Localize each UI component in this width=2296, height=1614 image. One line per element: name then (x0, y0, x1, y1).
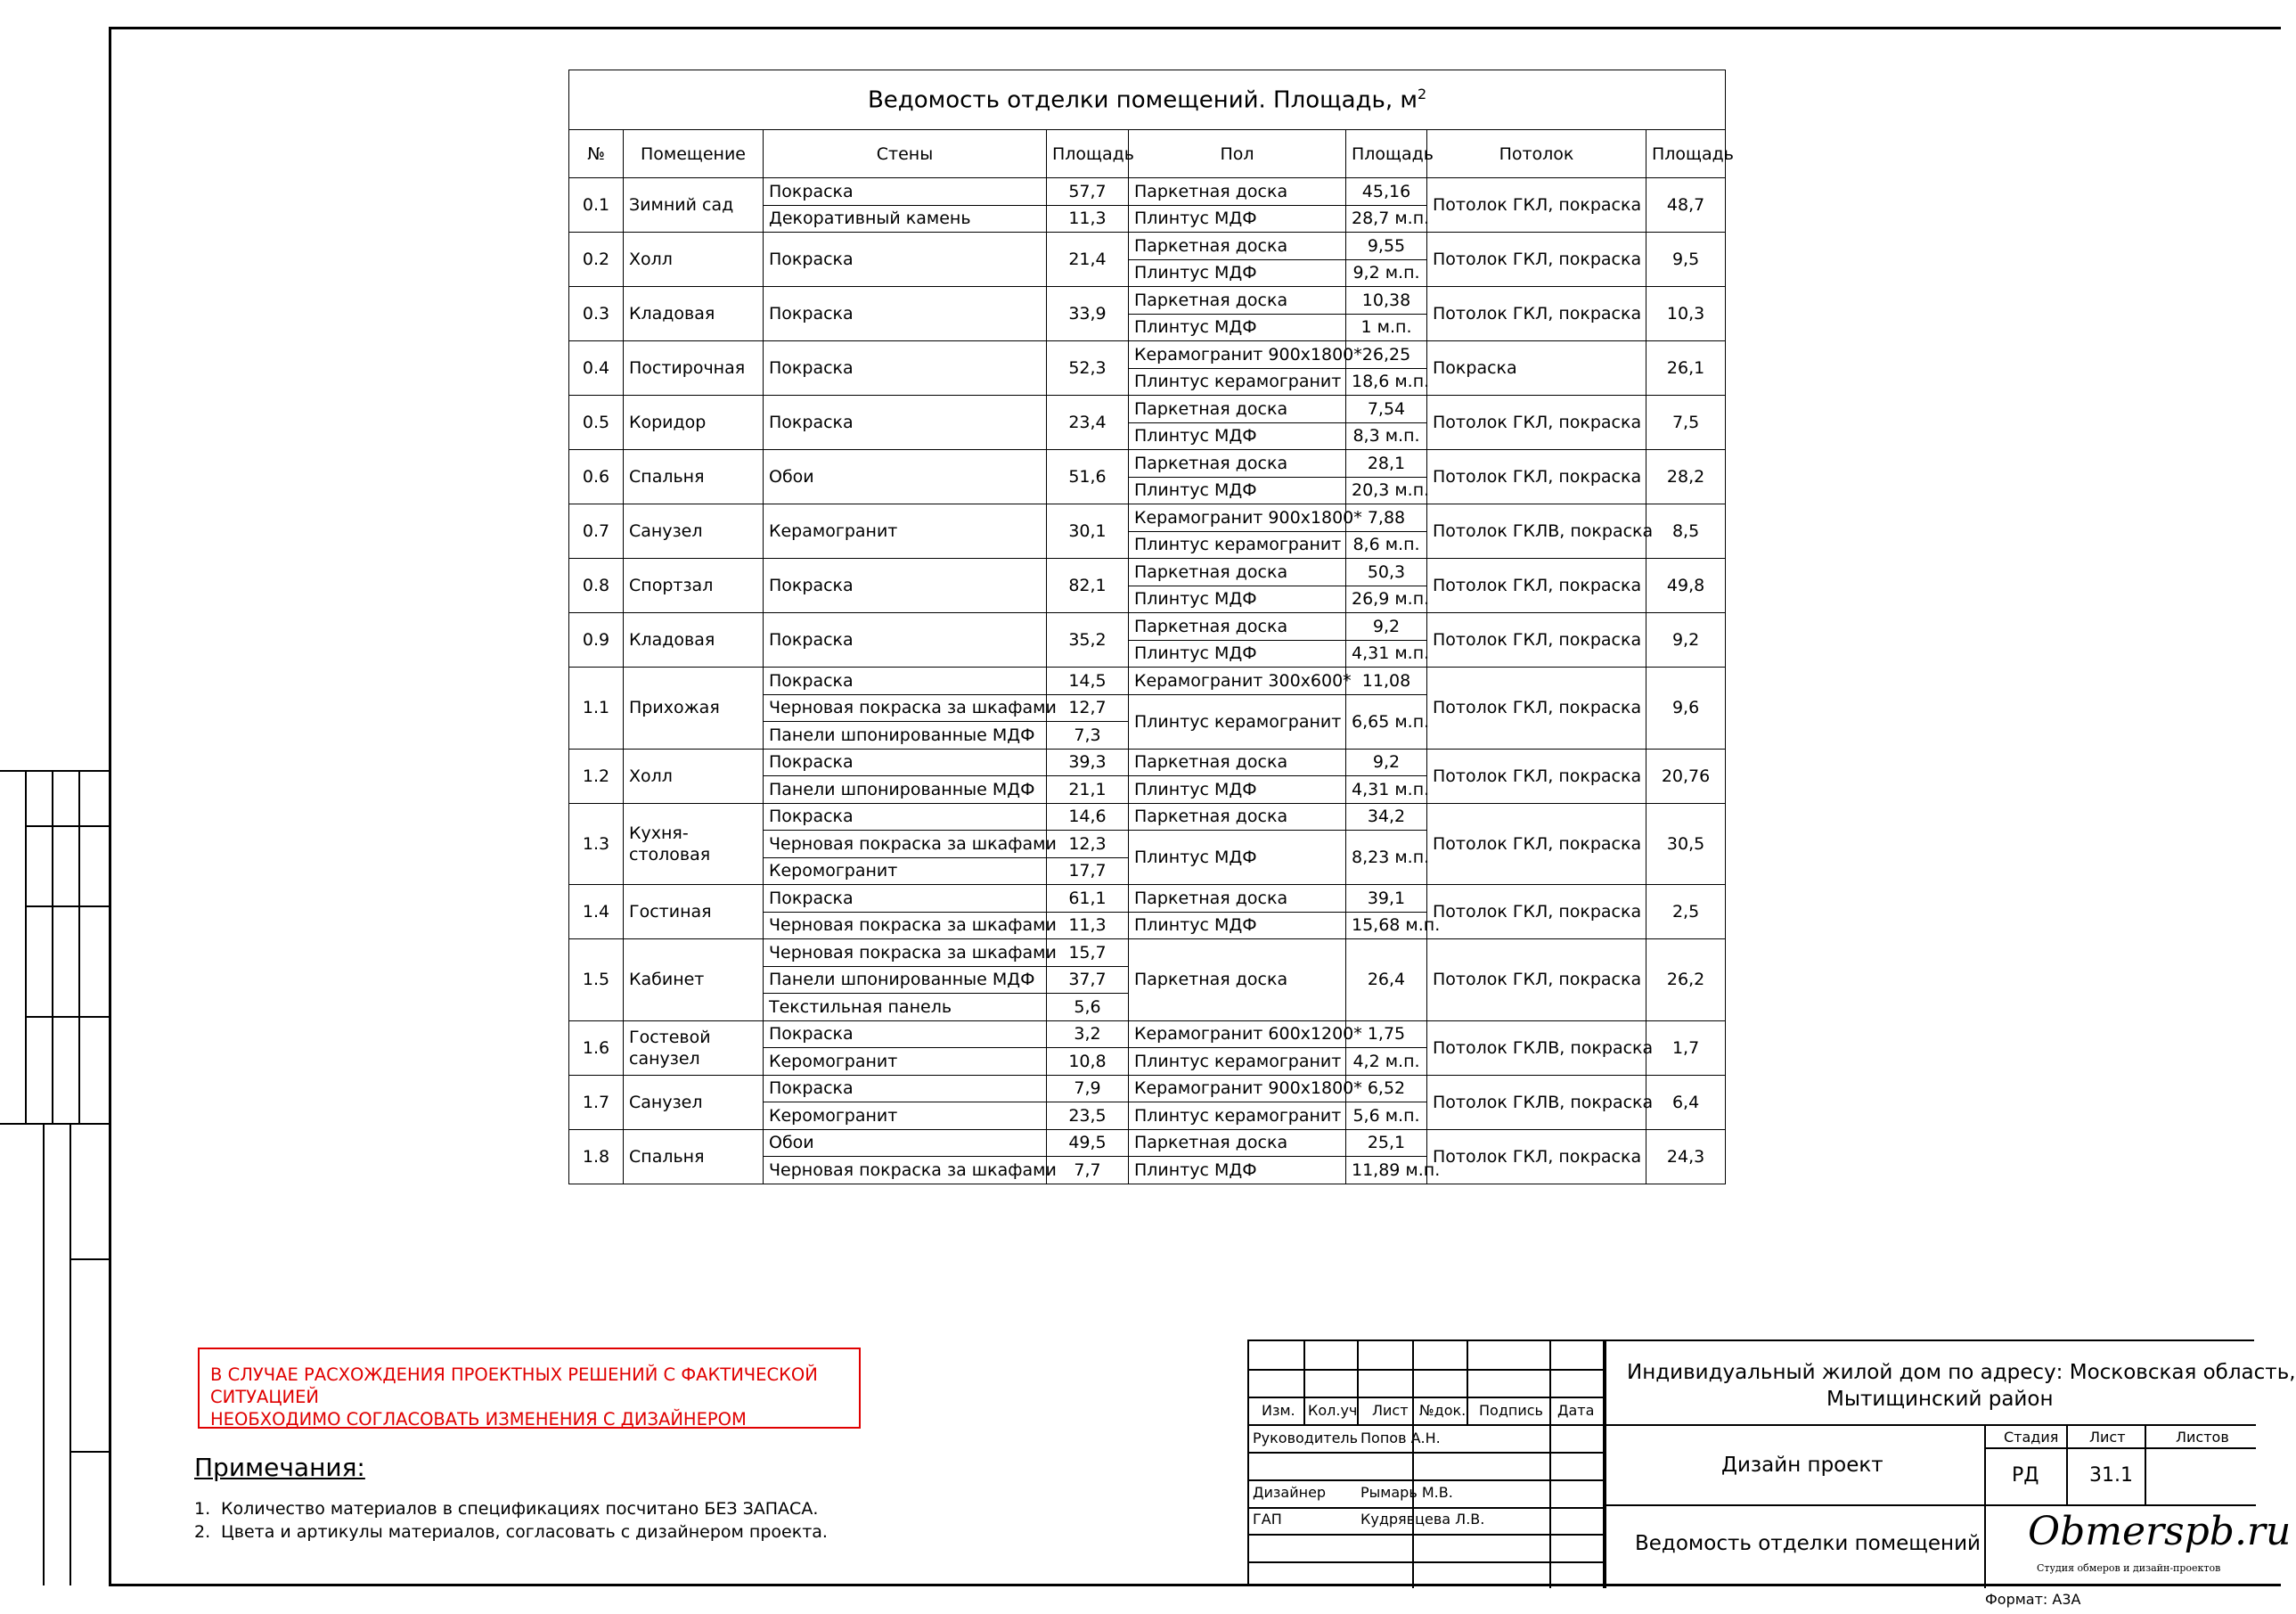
wall-finish: Покраска (764, 233, 1047, 287)
room-name: Кладовая (624, 613, 764, 668)
side-stamp-lower (43, 1125, 109, 1585)
floor-area: 6,65 м.п. (1346, 694, 1427, 749)
wall-finish: Текстильная панель (764, 994, 1047, 1021)
ceiling-finish: Потолок ГКЛ, покраска (1427, 287, 1646, 341)
wall-area: 17,7 (1047, 857, 1129, 885)
floor-area: 9,2 м.п. (1346, 259, 1427, 287)
floor-area: 9,2 (1346, 613, 1427, 641)
tb-project-line2: Мытищинский район (1826, 1388, 2054, 1411)
floor-area: 1,75 (1346, 1020, 1427, 1048)
floor-finish: Паркетная доска (1129, 178, 1346, 206)
ceiling-finish: Потолок ГКЛ, покраска (1427, 668, 1646, 750)
col-header: Потолок (1427, 130, 1646, 178)
wall-area: 14,6 (1047, 803, 1129, 831)
wall-area: 33,9 (1047, 287, 1129, 341)
floor-finish: Керамогранит 900х1800* (1129, 341, 1346, 369)
ceiling-area: 26,1 (1646, 341, 1726, 396)
ceiling-finish: Потолок ГКЛ, покраска (1427, 885, 1646, 939)
wall-area: 49,5 (1047, 1129, 1129, 1157)
floor-area: 45,16 (1346, 178, 1427, 206)
note-item (194, 1497, 828, 1520)
room-number: 1.4 (569, 885, 624, 939)
tb-person-designer: Рымарь М.В. (1360, 1484, 1453, 1501)
floor-area: 4,31 м.п. (1346, 640, 1427, 668)
wall-area: 15,7 (1047, 939, 1129, 967)
notes-list (194, 1497, 828, 1544)
ceiling-area: 28,2 (1646, 450, 1726, 504)
table-row (569, 233, 1726, 260)
wall-area: 52,3 (1047, 341, 1129, 396)
table-row (569, 396, 1726, 423)
wall-finish: Керомогранит (764, 1102, 1047, 1130)
floor-finish: Плинтус МДФ (1129, 912, 1346, 939)
tb-role-designer: Дизайнер (1253, 1484, 1327, 1501)
wall-finish: Покраска (764, 1020, 1047, 1048)
col-header: Площадь (1047, 130, 1129, 178)
room-number: 1.1 (569, 668, 624, 750)
room-name: Гостиная (624, 885, 764, 939)
ceiling-area: 30,5 (1646, 803, 1726, 885)
floor-area: 4,31 м.п. (1346, 776, 1427, 804)
floor-finish: Плинтус МДФ (1129, 314, 1346, 341)
table-row (569, 178, 1726, 206)
floor-area: 11,08 (1346, 668, 1427, 695)
floor-area: 39,1 (1346, 885, 1427, 913)
wall-area: 39,3 (1047, 749, 1129, 776)
floor-finish: Паркетная доска (1129, 613, 1346, 641)
ceiling-finish: Потолок ГКЛ, покраска (1427, 1129, 1646, 1184)
wall-area: 7,7 (1047, 1157, 1129, 1184)
room-number: 0.2 (569, 233, 624, 287)
floor-finish: Плинтус МДФ (1129, 205, 1346, 233)
floor-area: 7,54 (1346, 396, 1427, 423)
floor-area: 15,68 м.п. (1346, 912, 1427, 939)
ceiling-finish: Потолок ГКЛ, покраска (1427, 803, 1646, 885)
wall-finish: Покраска (764, 885, 1047, 913)
wall-area: 7,3 (1047, 722, 1129, 750)
wall-finish: Керамогранит (764, 504, 1047, 559)
room-name: Кухня- столовая (624, 803, 764, 885)
floor-finish: Плинтус керамогранит (1129, 368, 1346, 396)
note-number: 1. (194, 1499, 211, 1519)
wall-finish: Покраска (764, 1075, 1047, 1102)
floor-finish: Керамогранит 600х1200* (1129, 1020, 1346, 1048)
floor-finish: Керамогранит 300х600* (1129, 668, 1346, 695)
ceiling-finish: Потолок ГКЛВ, покраска (1427, 504, 1646, 559)
floor-finish: Плинтус МДФ (1129, 640, 1346, 668)
room-number: 0.4 (569, 341, 624, 396)
tb-project-line1: Индивидуальный жилой дом по адресу: Московская область, (1627, 1361, 2296, 1384)
floor-area: 26,4 (1346, 939, 1427, 1021)
wall-area: 12,7 (1047, 694, 1129, 722)
tb-person-head: Попов А.Н. (1360, 1430, 1441, 1446)
wall-finish: Декоративный камень (764, 205, 1047, 233)
floor-finish: Паркетная доска (1129, 749, 1346, 776)
room-name: Кладовая (624, 287, 764, 341)
wall-finish: Обои (764, 450, 1047, 504)
col-header: Помещение (624, 130, 764, 178)
floor-finish: Плинтус керамогранит (1129, 1102, 1346, 1130)
floor-area: 50,3 (1346, 559, 1427, 586)
floor-area: 18,6 м.п. (1346, 368, 1427, 396)
warning-line-1: В СЛУЧАЕ РАСХОЖДЕНИЯ ПРОЕКТНЫХ РЕШЕНИЙ С ФАКТИЧЕСКОЙ СИТУАЦИЕЙ (210, 1364, 818, 1407)
studio-logo: Obmerspb.ru (2028, 1509, 2292, 1554)
ceiling-finish: Покраска (1427, 341, 1646, 396)
wall-area: 35,2 (1047, 613, 1129, 668)
col-header: № (569, 130, 624, 178)
ceiling-finish: Потолок ГКЛ, покраска (1427, 178, 1646, 233)
table-row (569, 1075, 1726, 1102)
floor-area: 34,2 (1346, 803, 1427, 831)
room-name: Спортзал (624, 559, 764, 613)
note-text: Количество материалов в спецификациях посчитано БЕЗ ЗАПАСА. (221, 1499, 819, 1519)
room-name: Гостевой санузел (624, 1020, 764, 1075)
tb-col-izm: Изм. (1262, 1402, 1295, 1419)
room-name: Санузел (624, 1075, 764, 1129)
room-name: Зимний сад (624, 178, 764, 233)
room-name: Кабинет (624, 939, 764, 1021)
table-header-row (569, 130, 1726, 178)
floor-finish: Плинтус МДФ (1129, 586, 1346, 613)
table-row (569, 1129, 1726, 1157)
floor-area: 4,2 м.п. (1346, 1048, 1427, 1076)
tb-sheets-label: Листов (2176, 1429, 2229, 1446)
floor-finish: Плинтус керамогранит (1129, 531, 1346, 559)
room-number: 0.8 (569, 559, 624, 613)
wall-finish: Черновая покраска за шкафами (764, 912, 1047, 939)
floor-finish: Плинтус МДФ (1129, 1157, 1346, 1184)
table-title (569, 70, 1726, 130)
ceiling-area: 48,7 (1646, 178, 1726, 233)
room-number: 1.7 (569, 1075, 624, 1129)
wall-finish: Черновая покраска за шкафами (764, 694, 1047, 722)
floor-area: 1 м.п. (1346, 314, 1427, 341)
floor-area: 20,3 м.п. (1346, 477, 1427, 504)
room-number: 1.2 (569, 749, 624, 803)
floor-finish: Керамогранит 900х1800* (1129, 504, 1346, 532)
wall-area: 5,6 (1047, 994, 1129, 1021)
col-header: Пол (1129, 130, 1346, 178)
floor-area: 26,25 (1346, 341, 1427, 369)
wall-area: 82,1 (1047, 559, 1129, 613)
room-number: 1.8 (569, 1129, 624, 1184)
floor-area: 8,3 м.п. (1346, 422, 1427, 450)
note-number: 2. (194, 1522, 211, 1542)
ceiling-finish: Потолок ГКЛВ, покраска (1427, 1020, 1646, 1075)
table-title-text: Ведомость отделки помещений. Площадь, м (867, 86, 1418, 114)
ceiling-area: 20,76 (1646, 749, 1726, 803)
tb-sheet-label: Лист (2089, 1429, 2126, 1446)
room-number: 0.7 (569, 504, 624, 559)
floor-area: 8,23 м.п. (1346, 831, 1427, 885)
wall-finish: Панели шпонированные МДФ (764, 722, 1047, 750)
studio-logo-subtitle: Студия обмеров и дизайн-проектов (2037, 1562, 2221, 1574)
floor-finish: Паркетная доска (1129, 287, 1346, 315)
wall-area: 21,1 (1047, 776, 1129, 804)
wall-finish: Черновая покраска за шкафами (764, 939, 1047, 967)
table-row (569, 559, 1726, 586)
wall-finish: Обои (764, 1129, 1047, 1157)
ceiling-area: 49,8 (1646, 559, 1726, 613)
room-number: 0.5 (569, 396, 624, 450)
wall-area: 14,5 (1047, 668, 1129, 695)
floor-area: 26,9 м.п. (1346, 586, 1427, 613)
table-row (569, 341, 1726, 369)
table-row (569, 287, 1726, 315)
wall-finish: Покраска (764, 341, 1047, 396)
floor-finish: Паркетная доска (1129, 803, 1346, 831)
wall-finish: Панели шпонированные МДФ (764, 966, 1047, 994)
wall-finish: Черновая покраска за шкафами (764, 1157, 1047, 1184)
room-number: 0.6 (569, 450, 624, 504)
room-name: Прихожая (624, 668, 764, 750)
floor-area: 25,1 (1346, 1129, 1427, 1157)
tb-doc-type: Дизайн проект (1721, 1454, 1883, 1477)
tb-sheet: 31.1 (2089, 1464, 2133, 1487)
tb-col-kol: Кол.уч (1308, 1402, 1358, 1419)
floor-area: 28,1 (1346, 450, 1427, 478)
note-text: Цвета и артикулы материалов, согласовать с дизайнером проекта. (221, 1522, 828, 1542)
room-name: Коридор (624, 396, 764, 450)
col-header: Стены (764, 130, 1047, 178)
ceiling-finish: Потолок ГКЛ, покраска (1427, 559, 1646, 613)
wall-area: 23,5 (1047, 1102, 1129, 1130)
tb-col-date: Дата (1557, 1402, 1595, 1419)
floor-area: 5,6 м.п. (1346, 1102, 1427, 1130)
tb-role-head: Руководитель (1253, 1430, 1359, 1446)
wall-finish: Покраска (764, 287, 1047, 341)
wall-area: 3,2 (1047, 1020, 1129, 1048)
table-row (569, 668, 1726, 695)
table-row (569, 504, 1726, 532)
warning-line-2: НЕОБХОДИМО СОГЛАСОВАТЬ ИЗМЕНЕНИЯ С ДИЗАЙНЕРОМ (210, 1409, 747, 1430)
ceiling-area: 8,5 (1646, 504, 1726, 559)
floor-finish: Паркетная доска (1129, 559, 1346, 586)
table-row (569, 1020, 1726, 1048)
table-row (569, 885, 1726, 913)
tb-col-ndok: №док. (1419, 1402, 1467, 1419)
floor-area: 9,55 (1346, 233, 1427, 260)
floor-finish: Плинтус керамогранит (1129, 694, 1346, 749)
ceiling-area: 9,5 (1646, 233, 1726, 287)
room-name: Постирочная (624, 341, 764, 396)
wall-area: 12,3 (1047, 831, 1129, 858)
wall-finish: Черновая покраска за шкафами (764, 831, 1047, 858)
wall-finish: Покраска (764, 559, 1047, 613)
floor-area: 11,89 м.п. (1346, 1157, 1427, 1184)
floor-finish: Керамогранит 900х1800* (1129, 1075, 1346, 1102)
tb-sheet-title: Ведомость отделки помещений (1635, 1532, 1981, 1555)
ceiling-area: 9,6 (1646, 668, 1726, 750)
wall-area: 7,9 (1047, 1075, 1129, 1102)
floor-finish: Плинтус МДФ (1129, 776, 1346, 804)
ceiling-finish: Потолок ГКЛ, покраска (1427, 749, 1646, 803)
ceiling-area: 26,2 (1646, 939, 1726, 1021)
floor-finish: Паркетная доска (1129, 885, 1346, 913)
table-row (569, 613, 1726, 641)
ceiling-area: 10,3 (1646, 287, 1726, 341)
floor-area: 7,88 (1346, 504, 1427, 532)
tb-col-list: Лист (1372, 1402, 1409, 1419)
wall-area: 21,4 (1047, 233, 1129, 287)
floor-area: 28,7 м.п. (1346, 205, 1427, 233)
wall-finish: Покраска (764, 668, 1047, 695)
wall-finish: Покраска (764, 396, 1047, 450)
wall-area: 11,3 (1047, 912, 1129, 939)
wall-area: 10,8 (1047, 1048, 1129, 1076)
finishing-schedule-table (568, 70, 1734, 1184)
room-number: 0.1 (569, 178, 624, 233)
tb-role-gap: ГАП (1253, 1511, 1282, 1528)
ceiling-finish: Потолок ГКЛ, покраска (1427, 613, 1646, 668)
warning-box (198, 1348, 861, 1429)
col-header: Площадь (1346, 130, 1427, 178)
table-row (569, 939, 1726, 967)
floor-area: 8,6 м.п. (1346, 531, 1427, 559)
floor-area: 9,2 (1346, 749, 1427, 776)
ceiling-area: 7,5 (1646, 396, 1726, 450)
floor-area: 10,38 (1346, 287, 1427, 315)
wall-finish: Покраска (764, 803, 1047, 831)
table-row (569, 803, 1726, 831)
floor-finish: Плинтус МДФ (1129, 477, 1346, 504)
table-title-sup: 2 (1417, 86, 1427, 103)
format-label: Формат: А3А (1985, 1591, 2081, 1608)
tb-stage: РД (2012, 1464, 2039, 1487)
wall-finish: Покраска (764, 613, 1047, 668)
ceiling-area: 6,4 (1646, 1075, 1726, 1129)
ceiling-finish: Потолок ГКЛ, покраска (1427, 450, 1646, 504)
floor-finish: Паркетная доска (1129, 396, 1346, 423)
wall-finish: Покраска (764, 749, 1047, 776)
wall-area: 57,7 (1047, 178, 1129, 206)
ceiling-finish: Потолок ГКЛ, покраска (1427, 233, 1646, 287)
wall-area: 23,4 (1047, 396, 1129, 450)
room-number: 0.9 (569, 613, 624, 668)
wall-area: 30,1 (1047, 504, 1129, 559)
table-body (569, 178, 1726, 1184)
wall-finish: Покраска (764, 178, 1047, 206)
floor-area: 6,52 (1346, 1075, 1427, 1102)
wall-finish: Керомогранит (764, 857, 1047, 885)
floor-finish: Паркетная доска (1129, 233, 1346, 260)
room-name: Спальня (624, 450, 764, 504)
ceiling-area: 1,7 (1646, 1020, 1726, 1075)
floor-finish: Плинтус МДФ (1129, 831, 1346, 885)
note-item (194, 1520, 828, 1544)
room-name: Холл (624, 233, 764, 287)
table-row (569, 450, 1726, 478)
floor-finish: Плинтус керамогранит (1129, 1048, 1346, 1076)
ceiling-finish: Потолок ГКЛ, покраска (1427, 939, 1646, 1021)
floor-finish: Плинтус МДФ (1129, 422, 1346, 450)
room-number: 1.5 (569, 939, 624, 1021)
wall-finish: Керомогранит (764, 1048, 1047, 1076)
room-number: 1.6 (569, 1020, 624, 1075)
wall-area: 11,3 (1047, 205, 1129, 233)
wall-area: 37,7 (1047, 966, 1129, 994)
table-row (569, 749, 1726, 776)
floor-finish: Паркетная доска (1129, 450, 1346, 478)
wall-finish: Панели шпонированные МДФ (764, 776, 1047, 804)
tb-stage-label: Стадия (2004, 1429, 2059, 1446)
floor-finish: Плинтус МДФ (1129, 259, 1346, 287)
wall-area: 51,6 (1047, 450, 1129, 504)
col-header: Площадь (1646, 130, 1726, 178)
ceiling-area: 2,5 (1646, 885, 1726, 939)
ceiling-area: 24,3 (1646, 1129, 1726, 1184)
room-name: Санузел (624, 504, 764, 559)
notes-title: Примечания: (194, 1453, 365, 1482)
ceiling-finish: Потолок ГКЛВ, покраска (1427, 1075, 1646, 1129)
ceiling-finish: Потолок ГКЛ, покраска (1427, 396, 1646, 450)
floor-finish: Паркетная доска (1129, 1129, 1346, 1157)
room-number: 1.3 (569, 803, 624, 885)
ceiling-area: 9,2 (1646, 613, 1726, 668)
tb-person-gap: Кудрявцева Л.В. (1360, 1511, 1485, 1528)
room-number: 0.3 (569, 287, 624, 341)
wall-area: 61,1 (1047, 885, 1129, 913)
room-name: Спальня (624, 1129, 764, 1184)
floor-finish: Паркетная доска (1129, 939, 1346, 1021)
room-name: Холл (624, 749, 764, 803)
tb-col-signature: Подпись (1479, 1402, 1543, 1419)
side-stamp-upper (0, 770, 109, 1125)
